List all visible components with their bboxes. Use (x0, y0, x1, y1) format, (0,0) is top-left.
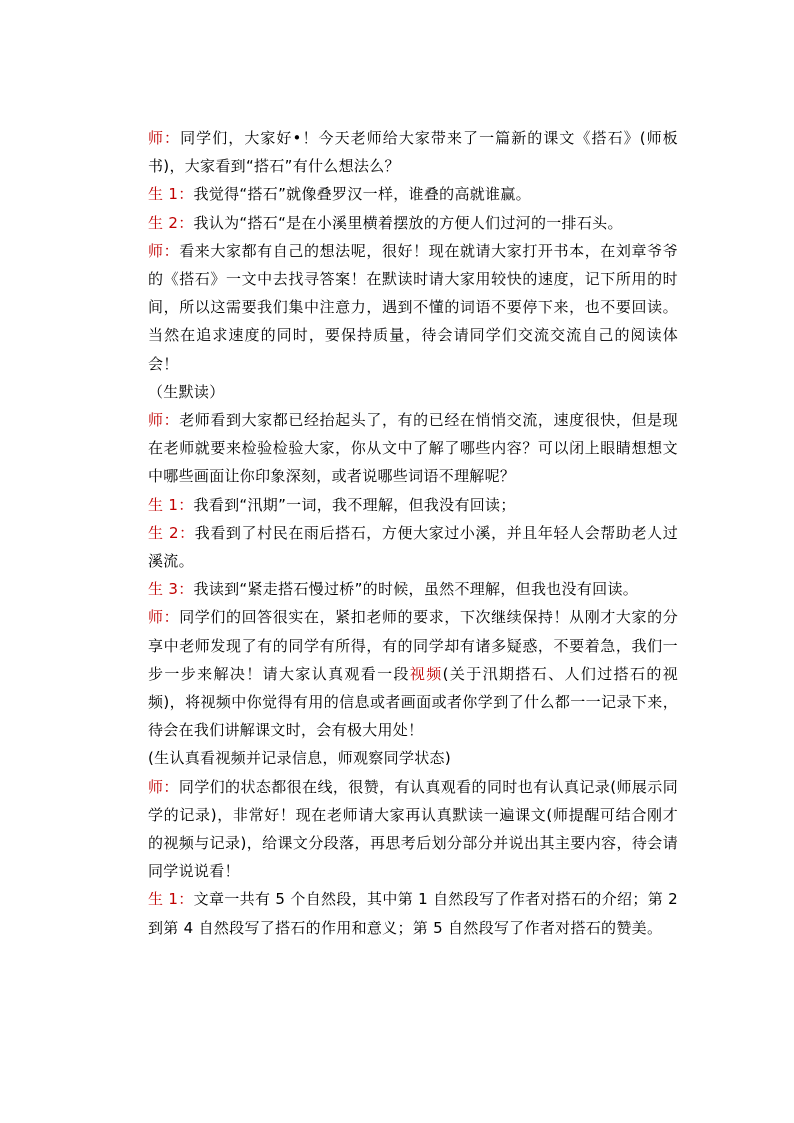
dialogue-paragraph-7 (148, 519, 678, 575)
speaker-label: 师： (148, 777, 179, 796)
stage-note-2: (生认真看视频并记录信息，师观察同学状态) (148, 749, 452, 768)
document-body (148, 124, 678, 942)
speaker-label: 师： (148, 411, 180, 430)
speaker-label: 生 2： (148, 523, 195, 542)
speaker-label: 生 1： (148, 890, 194, 909)
paragraph-text: 老师看到大家都已经抬起头了，有的已经在悄悄交流，速度很快，但是现在老师就要来检验检验大家，你从文中了解了哪些内容？可以闭上眼睛想想文中哪些画面让你印象深刻，或者说哪些词语不理解呢？ (148, 411, 678, 486)
paragraph-text: 我看到了村民在雨后搭石，方便大家过小溪，并且年轻人会帮助老人过溪流。 (148, 523, 678, 571)
dialogue-paragraph-8 (148, 575, 678, 603)
dialogue-paragraph-1 (148, 124, 678, 180)
speaker-label: 师： (148, 129, 181, 147)
speaker-label: 生 3： (148, 580, 194, 599)
dialogue-paragraph-10 (148, 773, 678, 886)
paragraph-text: 我看到“汛期”一词，我不理解，但我没有回读； (193, 495, 516, 514)
stage-note-1: （生默读） (148, 382, 225, 401)
dialogue-paragraph-5 (148, 406, 678, 491)
dialogue-paragraph-9 (148, 603, 678, 744)
paragraph-text: 同学们的回答很实在，紧扣老师的要求，下次继续保持！从刚才大家的分享中老师发现了有的同学有所得，有的同学却有诸多疑惑，不要着急，我们一步一步来解决！请大家认真观看一段 (148, 608, 678, 683)
paragraph-text: 我读到“紧走搭石慢过桥”的时候，虽然不理解，但我也没有回读。 (193, 580, 639, 599)
highlighted-word: 视频 (409, 664, 443, 683)
paragraph-text: 文章一共有 5 个自然段，其中第 1 自然段写了作者对搭石的介绍；第 2 到第 4 自然段写了搭石的作用和意义；第 5 自然段写了作者对搭石的赞美。 (148, 890, 679, 937)
paragraph-text: 同学们的状态都很在线，很赞，有认真观看的同时也有认真记录(师展示同学的记录)，非常好！现在老师请大家再认真默读一遍课文(师提醒可结合刚才的视频与记录)，给课文分段落，再思考后划分部分并说出其主要内容，待会请同学说说看！ (148, 777, 678, 881)
dialogue-paragraph-2 (148, 180, 678, 208)
paragraph-text: 看来大家都有自己的想法呢，很好！现在就请大家打开书本，在刘章爷爷的《搭石》一文中去找寻答案！在默读时请大家用较快的速度，记下所用的时间，所以这需要我们集中注意力，遇到不懂的词语不要停下来，也不要回读。当然在追求速度的同时，要保持质量，待会请同学们交流交流自己的阅读体会！ (148, 241, 678, 373)
speaker-label: 师： (148, 608, 180, 627)
dialogue-paragraph-11 (148, 885, 678, 941)
paragraph-text: 我觉得“搭石”就像叠罗汉一样，谁叠的高就谁赢。 (193, 185, 531, 204)
dialogue-paragraph-3 (148, 209, 678, 237)
paragraph-text: 同学们，大家好•！今天老师给大家带来了一篇新的课文《搭石》(师板书)，大家看到“搭石”有什么想法么？ (148, 129, 678, 176)
dialogue-paragraph-6 (148, 491, 678, 519)
speaker-label: 师： (148, 241, 180, 260)
speaker-label: 生 1： (148, 495, 194, 514)
dialogue-paragraph-4 (148, 237, 678, 378)
paragraph-text: (关于汛期搭石、人们过搭石的视频)，将视频中你觉得有用的信息或者画面或者你学到了什么都一一记录下来，待会在我们讲解课文时，会有极大用处！ (148, 664, 678, 740)
speaker-label: 生 2： (148, 213, 194, 232)
paragraph-text: 我认为“搭石“是在小溪里横着摆放的方便人们过河的一排石头。 (193, 213, 623, 232)
speaker-label: 生 1： (148, 185, 194, 204)
